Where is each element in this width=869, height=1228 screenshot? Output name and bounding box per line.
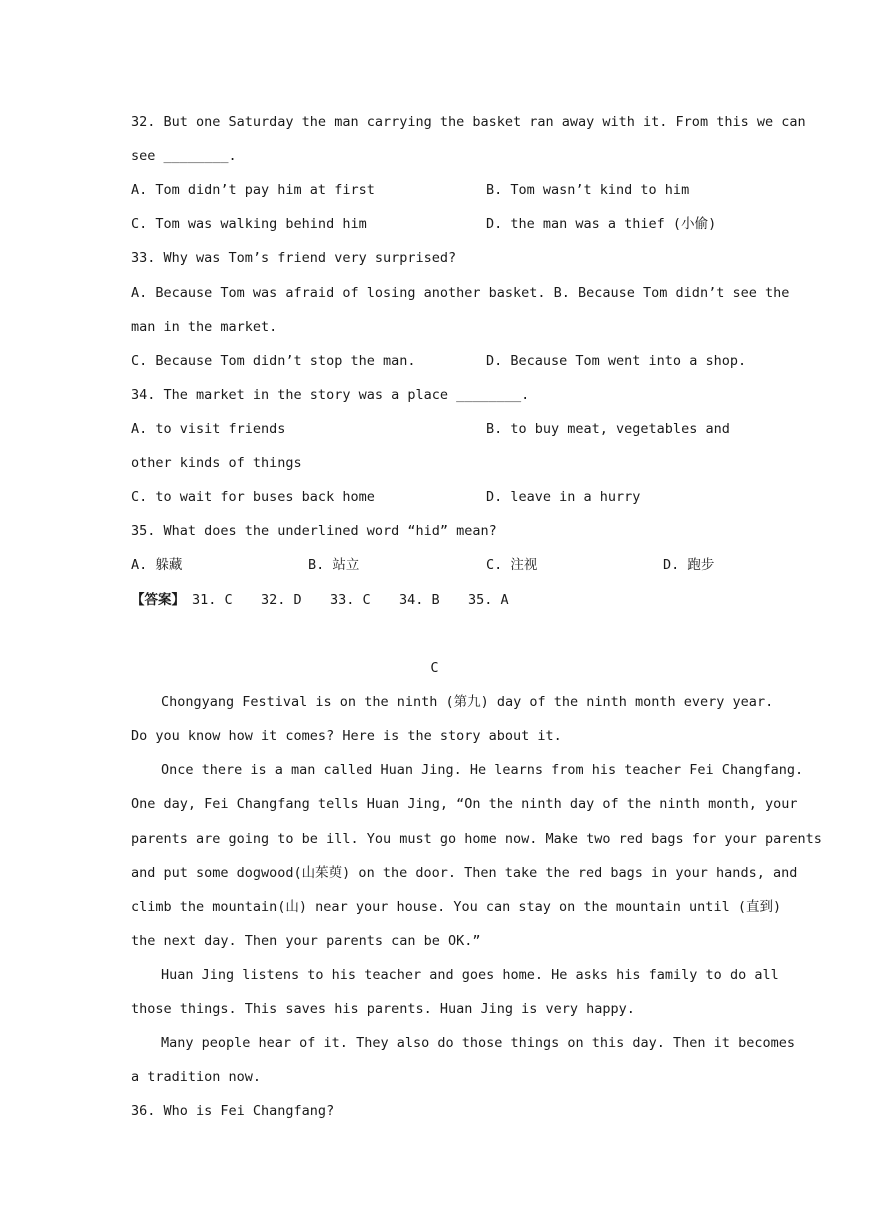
q32-option-d: D. the man was a thief (小偷) (486, 216, 717, 232)
q34-stem: 34. The market in the story was a place ________. (131, 387, 530, 403)
q36-stem: 36. Who is Fei Changfang? (131, 1103, 335, 1119)
q33-option-c: C. Because Tom didn’t stop the man. (131, 353, 416, 369)
q32-option-c: C. Tom was walking behind him (131, 216, 367, 232)
paragraph-4-line: a tradition now. (131, 1069, 262, 1085)
q33-options-row2 (131, 351, 747, 371)
q32-stem: 32. But one Saturday the man carrying the basket ran away with it. From this we can (131, 114, 806, 130)
paragraph-2-line: parents are going to be ill. You must go home now. Make two red bags for your parents (131, 831, 822, 847)
q34-options-row2 (131, 487, 741, 507)
q34-option-a: A. to visit friends (131, 421, 286, 437)
paragraph-2-line: the next day. Then your parents can be OK.” (131, 933, 481, 949)
q34-option-b-cont: other kinds of things (131, 455, 302, 471)
q35-stem: 35. What does the underlined word “hid” mean? (131, 523, 497, 539)
paragraph-3-line: Huan Jing listens to his teacher and goes home. He asks his family to do all (161, 967, 779, 983)
q32-options-row1 (131, 180, 741, 200)
q34-option-c: C. to wait for buses back home (131, 489, 375, 505)
q33-stem: 33. Why was Tom’s friend very surprised? (131, 250, 457, 266)
q34-option-d: D. leave in a hurry (486, 489, 641, 505)
answer-34: 34. B (399, 592, 440, 608)
q35-option-b: B. 站立 (308, 557, 360, 573)
paragraph-1-line: Do you know how it comes? Here is the story about it. (131, 728, 562, 744)
q33-options-ab: A. Because Tom was afraid of losing another basket. B. Because Tom didn’t see the (131, 285, 790, 301)
paragraph-2-line: climb the mountain(山) near your house. You can stay on the mountain until (直到) (131, 899, 782, 915)
q35-option-a: A. 躲藏 (131, 557, 183, 573)
paragraph-2-line: One day, Fei Changfang tells Huan Jing, “On the ninth day of the ninth month, your (131, 796, 798, 812)
q33-option-d: D. Because Tom went into a shop. (486, 353, 747, 369)
paragraph-4-line: Many people hear of it. They also do those things on this day. Then it becomes (161, 1035, 795, 1051)
answer-label: 【答案】 (131, 592, 185, 608)
q32-stem-cont: see ________. (131, 148, 237, 164)
paragraph-3-line: those things. This saves his parents. Huan Jing is very happy. (131, 1001, 635, 1017)
q35-option-c: C. 注视 (486, 557, 538, 573)
section-heading: C (430, 660, 439, 676)
answer-33: 33. C (330, 592, 371, 608)
q35-option-d: D. 跑步 (663, 557, 715, 573)
q32-option-b: B. Tom wasn’t kind to him (486, 182, 690, 198)
q34-option-b: B. to buy meat, vegetables and (486, 421, 730, 437)
paragraph-1-line: Chongyang Festival is on the ninth (第九) day of the ninth month every year. (161, 694, 774, 710)
answer-31: 31. C (192, 592, 233, 608)
q32-options-row2 (131, 214, 741, 234)
q32-option-a: A. Tom didn’t pay him at first (131, 182, 375, 198)
paragraph-2-line: Once there is a man called Huan Jing. He learns from his teacher Fei Changfang. (161, 762, 804, 778)
paragraph-2-line: and put some dogwood(山茱萸) on the door. Then take the red bags in your hands, and (131, 865, 798, 881)
q33-options-ab-cont: man in the market. (131, 319, 278, 335)
q34-options-row1 (131, 419, 741, 439)
answer-32: 32. D (261, 592, 302, 608)
answer-35: 35. A (468, 592, 509, 608)
